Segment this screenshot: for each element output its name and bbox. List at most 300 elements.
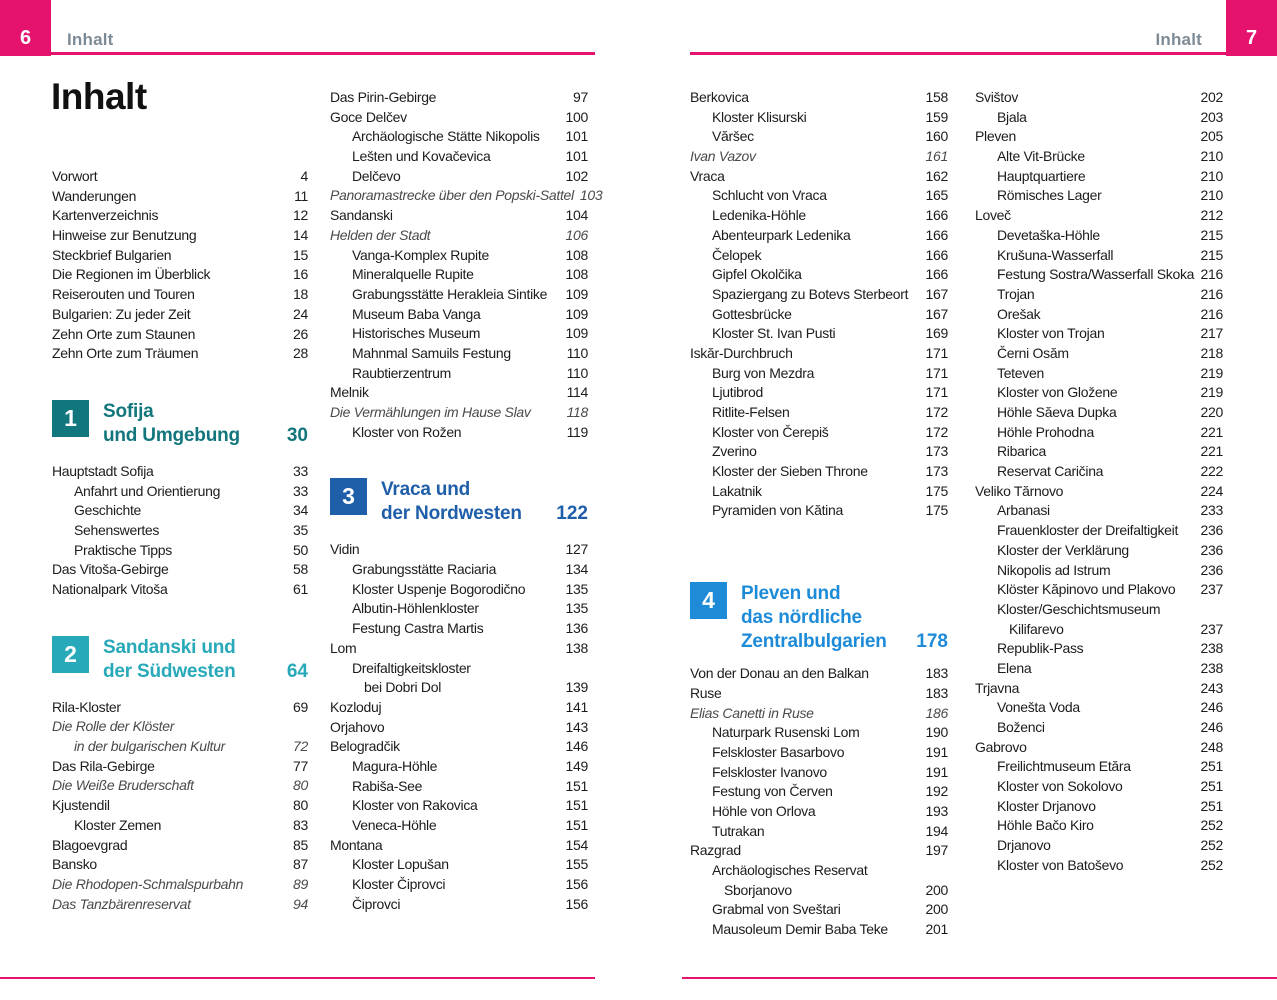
toc-entry-page: 215 [1200, 246, 1223, 263]
toc-column-1 [52, 167, 308, 914]
toc-entry-label: Lom [330, 639, 357, 656]
toc-entry-page: 69 [293, 698, 308, 715]
toc-entry [975, 206, 1223, 226]
toc-entry-label: Lakatnik [712, 482, 762, 499]
section-number-box: 2 [52, 636, 89, 673]
toc-entry-page: 221 [1200, 443, 1223, 460]
toc-entry [330, 364, 588, 384]
toc-entry [330, 737, 588, 757]
toc-entry-label: Nationalpark Vitoša [52, 581, 168, 597]
toc-entry-page: 252 [1200, 837, 1223, 854]
toc-entry-page: 35 [293, 521, 308, 538]
toc-entry [690, 344, 948, 364]
toc-entry-label: Die Rhodopen-Schmalspurbahn [52, 875, 244, 892]
toc-entry [690, 226, 948, 246]
header-label-left: Inhalt [67, 30, 114, 49]
toc-entry-page: 15 [293, 246, 308, 263]
toc-entry-page: 202 [1200, 89, 1223, 105]
toc-entry [52, 737, 308, 757]
toc-entry-label: Römisches Lager [997, 187, 1102, 204]
toc-entry-label: Văršec [712, 128, 754, 145]
toc-entry-page: 136 [565, 620, 588, 637]
toc-entry [52, 895, 308, 915]
toc-entry-page: 221 [1200, 423, 1223, 440]
toc-entry [52, 580, 308, 600]
toc-entry-page: 139 [565, 679, 588, 696]
toc-entry-page: 109 [565, 305, 588, 322]
toc-entry-page: 193 [925, 802, 948, 819]
toc-entry-label: Teteven [997, 364, 1044, 381]
toc-entry-label: Elena [997, 659, 1032, 676]
section-title: Sandanski und der Südwesten [103, 636, 236, 682]
toc-entry-page: 161 [925, 148, 948, 165]
toc-entry-page: 151 [565, 777, 588, 794]
toc-entry [690, 704, 948, 724]
section-title: Pleven und das nördliche Zentralbulgarien [741, 583, 887, 653]
toc-entry-label: Orjahovo [330, 718, 385, 735]
toc-entry [690, 802, 948, 822]
toc-entry-label: Sborjanovo [724, 881, 792, 898]
toc-entry-label: Dreifaltigkeitskloster [352, 659, 471, 676]
toc-entry-page: 162 [925, 167, 948, 184]
toc-entry-label: Die Rolle der Klöster [52, 718, 175, 735]
toc-entry-label: Felskloster Ivanovo [712, 763, 827, 780]
toc-entry-label: Raubtierzentrum [352, 364, 451, 381]
toc-entry-page: 251 [1200, 778, 1223, 795]
toc-entry-label: Bjala [997, 108, 1027, 125]
toc-entry-page: 237 [1200, 581, 1223, 598]
toc-entry [975, 324, 1223, 344]
toc-entry-page: 94 [293, 895, 308, 912]
toc-entry-page: 12 [293, 207, 308, 224]
toc-entry-page: 102 [565, 167, 588, 184]
toc-entry-page: 252 [1200, 817, 1223, 834]
toc-entry-page: 175 [925, 482, 948, 499]
toc-entry [690, 403, 948, 423]
toc-entry [330, 678, 588, 698]
toc-entry [975, 108, 1223, 128]
toc-entry [330, 108, 588, 128]
toc-entry [52, 325, 308, 345]
toc-entry [330, 540, 588, 560]
toc-entry [330, 639, 588, 659]
footer-rule-right [682, 977, 1277, 979]
toc-entry-label: Kloster von Batoševo [997, 856, 1124, 873]
toc-entry-page: 108 [565, 266, 588, 283]
toc-entry-label: Kilifarevo [1009, 620, 1064, 637]
toc-entry-label: Ritlite-Felsen [712, 404, 790, 420]
toc-entry-label: Hauptquartiere [997, 167, 1086, 184]
toc-entry-page: 109 [565, 285, 588, 302]
toc-entry-page: 201 [925, 921, 948, 938]
toc-entry-label: Festung von Červen [712, 783, 833, 800]
toc-entry-label: Vidin [330, 541, 360, 558]
toc-entry [330, 206, 588, 226]
toc-entry-page: 233 [1200, 502, 1223, 519]
toc-entry-label: Gabrovo [975, 738, 1027, 755]
toc-entry [690, 881, 948, 901]
toc-entry [975, 620, 1223, 640]
toc-entry-label: Zverino [712, 443, 757, 460]
toc-entry-page: 28 [293, 345, 308, 362]
toc-entry [975, 580, 1223, 600]
header-label-right: Inhalt [1155, 30, 1202, 49]
toc-entry [975, 600, 1223, 620]
toc-entry [690, 782, 948, 802]
toc-entry [330, 305, 588, 325]
toc-entry [975, 738, 1223, 758]
toc-entry-label: Festung Castra Martis [352, 620, 484, 637]
toc-entry-label: Arbanasi [997, 502, 1050, 519]
toc-entry-label: Republik-Pass [997, 640, 1084, 657]
toc-entry [52, 855, 308, 875]
toc-entry-page: 151 [565, 797, 588, 814]
toc-entry [330, 816, 588, 836]
toc-entry-label: Burg von Mezdra [712, 364, 815, 381]
toc-entry-page: 191 [925, 743, 948, 760]
toc-entry-label: Krušuna-Wasserfall [997, 246, 1114, 263]
toc-entry [330, 698, 588, 718]
toc-entry-label: Melnik [330, 384, 369, 401]
toc-entry-page: 108 [565, 246, 588, 263]
section-number-box: 3 [330, 478, 367, 515]
toc-entry-label: Ivan Vazov [690, 148, 756, 165]
toc-entry-label: Devetaška-Höhle [997, 226, 1100, 243]
toc-entry [690, 206, 948, 226]
toc-entry-label: Kloster der Sieben Throne [712, 463, 868, 480]
toc-entry-label: Lešten und Kovačevica [352, 148, 491, 165]
toc-entry-page: 236 [1200, 522, 1223, 539]
toc-entry-page: 173 [925, 463, 948, 480]
toc-entry-page: 135 [565, 580, 588, 597]
toc-entry-page: 26 [293, 325, 308, 342]
toc-entry-label: Kloster Lopušan [352, 856, 449, 873]
toc-entry [52, 698, 308, 718]
toc-entry [975, 88, 1223, 108]
toc-entry-page: 143 [565, 718, 588, 735]
toc-entry [52, 226, 308, 246]
toc-entry-page: 183 [925, 684, 948, 701]
toc-entry [52, 875, 308, 895]
toc-entry-label: Trjavna [975, 679, 1020, 696]
toc-entry [690, 723, 948, 743]
toc-entry-page: 104 [565, 207, 588, 224]
toc-entry-page: 219 [1200, 384, 1223, 401]
toc-entry-page: 190 [925, 724, 948, 741]
toc-entry-label: Bulgarien: Zu jeder Zeit [52, 305, 191, 322]
toc-entry-label: Magura-Höhle [352, 757, 438, 774]
toc-entry-label: Montana [330, 836, 383, 853]
toc-entry [975, 383, 1223, 403]
toc-entry-page: 160 [925, 128, 948, 145]
toc-entry [330, 265, 588, 285]
toc-entry-page: 197 [925, 842, 948, 859]
toc-entry-label: Steckbrief Bulgarien [52, 246, 172, 263]
toc-entry-label: Grabungsstätte Raciaria [352, 561, 497, 578]
toc-entry-label: Razgrad [690, 842, 741, 859]
toc-entry-label: Grabmal von Sveštari [712, 901, 841, 918]
toc-entry [330, 619, 588, 639]
toc-entry-label: Mineralquelle Rupite [352, 266, 474, 283]
toc-entry [975, 561, 1223, 581]
toc-entry [330, 344, 588, 364]
toc-entry-label: Rila-Kloster [52, 698, 121, 715]
toc-entry [975, 836, 1223, 856]
toc-entry-page: 210 [1200, 167, 1223, 184]
toc-entry-label: Sehenswertes [74, 521, 160, 538]
toc-entry-page: 175 [925, 502, 948, 519]
toc-entry-page: 173 [925, 443, 948, 460]
toc-entry [330, 167, 588, 187]
toc-entry [690, 246, 948, 266]
toc-entry-page: 216 [1200, 266, 1223, 283]
toc-entry-label: Höhle von Orlova [712, 802, 816, 819]
toc-entry-page: 151 [565, 817, 588, 833]
toc-entry-label: Gipfel Okolčika [712, 266, 802, 283]
toc-entry [52, 187, 308, 207]
toc-entry-label: Reiserouten und Touren [52, 286, 195, 303]
toc-entry [975, 167, 1223, 187]
toc-entry-label: Kloster Zemen [74, 816, 162, 833]
toc-entry-label: Das Pirin-Gebirge [330, 89, 437, 105]
page-title: Inhalt [51, 76, 147, 117]
toc-entry-page: 101 [565, 148, 588, 165]
toc-entry [330, 659, 588, 679]
toc-entry [975, 856, 1223, 876]
toc-entry-page: 138 [565, 639, 588, 656]
toc-entry-page: 134 [565, 561, 588, 578]
toc-entry-label: Berkovica [690, 89, 749, 105]
toc-entry-page: 135 [565, 600, 588, 617]
toc-entry-page: 203 [1200, 108, 1223, 125]
toc-entry-label: Veliko Tărnovo [975, 482, 1064, 499]
toc-entry-page: 251 [1200, 758, 1223, 775]
toc-entry-page: 103 [579, 187, 603, 204]
toc-entry [52, 305, 308, 325]
toc-entry [330, 127, 588, 147]
toc-entry [975, 482, 1223, 502]
toc-entry-page: 238 [1200, 659, 1223, 676]
toc-entry [975, 442, 1223, 462]
toc-entry-label: Spaziergang zu Botevs Sterbeort [712, 285, 909, 302]
toc-entry [690, 423, 948, 443]
toc-entry-page: 110 [566, 344, 588, 361]
toc-entry-label: Historisches Museum [352, 325, 481, 342]
toc-entry [690, 763, 948, 783]
toc-entry-label: Belogradčik [330, 738, 400, 755]
toc-entry-label: Kozloduj [330, 698, 382, 715]
toc-entry [330, 580, 588, 600]
section-number-box: 4 [690, 582, 727, 619]
toc-entry-page: 33 [293, 462, 308, 479]
toc-entry [975, 797, 1223, 817]
toc-entry-label: Museum Baba Vanga [352, 305, 481, 322]
toc-entry [690, 684, 948, 704]
toc-entry [52, 246, 308, 266]
toc-entry-label: Kloster von Trojan [997, 325, 1105, 342]
section-title: Vraca und der Nordwesten [381, 479, 522, 525]
toc-entry-page: 167 [925, 285, 948, 302]
toc-entry [690, 664, 948, 684]
toc-entry-page: 236 [1200, 541, 1223, 558]
toc-entry [975, 186, 1223, 206]
toc-entry-page: 97 [573, 89, 588, 105]
toc-entry-page: 243 [1200, 679, 1223, 696]
toc-entry [690, 127, 948, 147]
toc-entry [975, 344, 1223, 364]
toc-entry-page: 246 [1200, 719, 1223, 735]
toc-entry-page: 216 [1200, 285, 1223, 302]
toc-entry-page: 11 [294, 187, 308, 204]
toc-entry [975, 757, 1223, 777]
toc-entry [330, 403, 588, 423]
toc-entry [330, 718, 588, 738]
toc-entry-page: 158 [925, 89, 948, 105]
toc-entry-page: 101 [565, 128, 588, 145]
toc-entry [330, 836, 588, 856]
toc-entry-page: 216 [1200, 305, 1223, 322]
toc-entry-page: 119 [566, 423, 588, 440]
toc-entry-page: 171 [925, 364, 948, 381]
toc-entry [690, 364, 948, 384]
toc-entry-page: 33 [293, 482, 308, 499]
toc-entry-page: 220 [1200, 404, 1223, 420]
toc-entry [690, 265, 948, 285]
toc-entry [330, 423, 588, 443]
toc-entry-label: Abenteurpark Ledenika [712, 226, 851, 243]
toc-entry-page: 4 [300, 168, 308, 184]
toc-entry-label: Kloster von Gložene [997, 384, 1118, 401]
toc-entry-page: 172 [925, 404, 948, 420]
toc-entry [330, 246, 588, 266]
toc-entry-label: Vonešta Voda [997, 699, 1080, 716]
toc-entry-label: Zehn Orte zum Träumen [52, 345, 199, 362]
toc-entry-label: Archäologisches Reservat [712, 862, 868, 878]
toc-entry-label: Kloster Drjanovo [997, 797, 1096, 814]
toc-entry-label: Hauptstadt Sofija [52, 462, 154, 479]
toc-entry-label: Von der Donau an den Balkan [690, 665, 869, 682]
toc-entry [975, 501, 1223, 521]
toc-entry-label: Vraca [690, 167, 725, 184]
toc-entry-label: Albutin-Höhlenkloster [352, 600, 479, 617]
toc-entry-label: Gottesbrücke [712, 305, 792, 322]
toc-entry [690, 305, 948, 325]
header-rule-right [690, 52, 1277, 55]
toc-entry-label: Delčevo [352, 167, 401, 184]
toc-entry-label: Ledenika-Höhle [712, 207, 806, 224]
toc-entry-page: 127 [565, 541, 588, 558]
section-title: Sofija und Umgebung [103, 400, 240, 446]
toc-entry-page: 87 [293, 856, 308, 873]
toc-entry-page: 166 [925, 207, 948, 224]
toc-entry-page: 210 [1200, 148, 1223, 165]
toc-entry-page: 212 [1200, 207, 1223, 224]
toc-entry-page: 248 [1200, 738, 1223, 755]
toc-entry-label: Das Tanzbärenreservat [52, 895, 191, 912]
toc-entry-page: 166 [925, 226, 948, 243]
toc-entry [52, 206, 308, 226]
toc-entry [975, 265, 1223, 285]
toc-entry-page: 77 [293, 757, 308, 774]
toc-entry [52, 167, 308, 187]
toc-entry [975, 777, 1223, 797]
toc-entry [690, 167, 948, 187]
toc-column-3 [690, 88, 948, 940]
toc-entry-page: 218 [1200, 344, 1223, 361]
toc-entry-label: Die Regionen im Überblick [52, 266, 211, 283]
section-header [690, 582, 948, 654]
toc-entry-page: 118 [566, 404, 588, 420]
toc-entry-label: Sandanski [330, 207, 393, 224]
toc-entry-label: Pleven [975, 128, 1017, 145]
toc-entry-label: Ljutibrod [712, 384, 764, 401]
toc-entry [975, 226, 1223, 246]
toc-entry-label: Rabiša-See [352, 777, 423, 794]
section-number-box: 1 [52, 400, 89, 437]
toc-entry-label: Blagoevgrad [52, 836, 128, 853]
toc-entry-label: Kloster/Geschichtsmuseum [997, 600, 1161, 617]
toc-entry-page: 83 [293, 816, 308, 833]
toc-entry [975, 521, 1223, 541]
toc-entry-label: Vanga-Komplex Rupite [352, 246, 489, 263]
toc-entry-page: 171 [925, 384, 948, 401]
toc-entry-label: Kloster von Čerepiš [712, 423, 829, 440]
toc-entry-page: 191 [925, 763, 948, 780]
toc-entry-page: 154 [565, 836, 588, 853]
toc-entry-label: Reservat Caričina [997, 463, 1104, 480]
toc-entry-label: Svištov [975, 89, 1019, 105]
toc-entry-page: 106 [565, 226, 588, 243]
toc-entry-label: Kloster Čiprovci [352, 876, 446, 893]
page-number-box-left: 6 [0, 0, 51, 56]
toc-entry-label: Loveč [975, 207, 1011, 224]
toc-entry-label: Kloster der Verklärung [997, 541, 1129, 558]
toc-entry-label: Nikopolis ad Istrum [997, 561, 1111, 578]
toc-entry-label: Bansko [52, 856, 97, 873]
toc-entry [690, 383, 948, 403]
toc-entry-page: 200 [925, 901, 948, 918]
toc-entry [52, 285, 308, 305]
section-header [52, 636, 308, 684]
toc-entry-label: Kloster von Rožen [352, 423, 462, 440]
toc-entry-label: Klöster Kăpinovo und Plakovo [997, 581, 1176, 598]
toc-entry-label: Ruse [690, 684, 722, 701]
toc-entry [52, 462, 308, 482]
toc-entry-page: 156 [565, 895, 588, 912]
toc-entry [690, 920, 948, 940]
toc-entry-page: 58 [293, 561, 308, 578]
toc-entry [975, 403, 1223, 423]
toc-entry [330, 147, 588, 167]
toc-entry [52, 757, 308, 777]
toc-entry [330, 875, 588, 895]
toc-entry-label: Černi Osăm [997, 344, 1069, 361]
toc-entry [690, 147, 948, 167]
toc-entry-page: 156 [565, 876, 588, 893]
toc-entry-label: Freilichtmuseum Etăra [997, 758, 1131, 775]
toc-entry [52, 717, 308, 737]
toc-entry-page: 246 [1200, 699, 1223, 716]
toc-entry-page: 109 [565, 325, 588, 342]
toc-entry-label: Boženci [997, 719, 1045, 735]
toc-entry [52, 521, 308, 541]
toc-entry-label: Helden der Stadt [330, 226, 431, 243]
toc-entry [690, 743, 948, 763]
toc-entry [975, 305, 1223, 325]
toc-entry-page: 24 [293, 305, 308, 322]
toc-entry-page: 110 [566, 364, 588, 381]
toc-entry [975, 718, 1223, 738]
